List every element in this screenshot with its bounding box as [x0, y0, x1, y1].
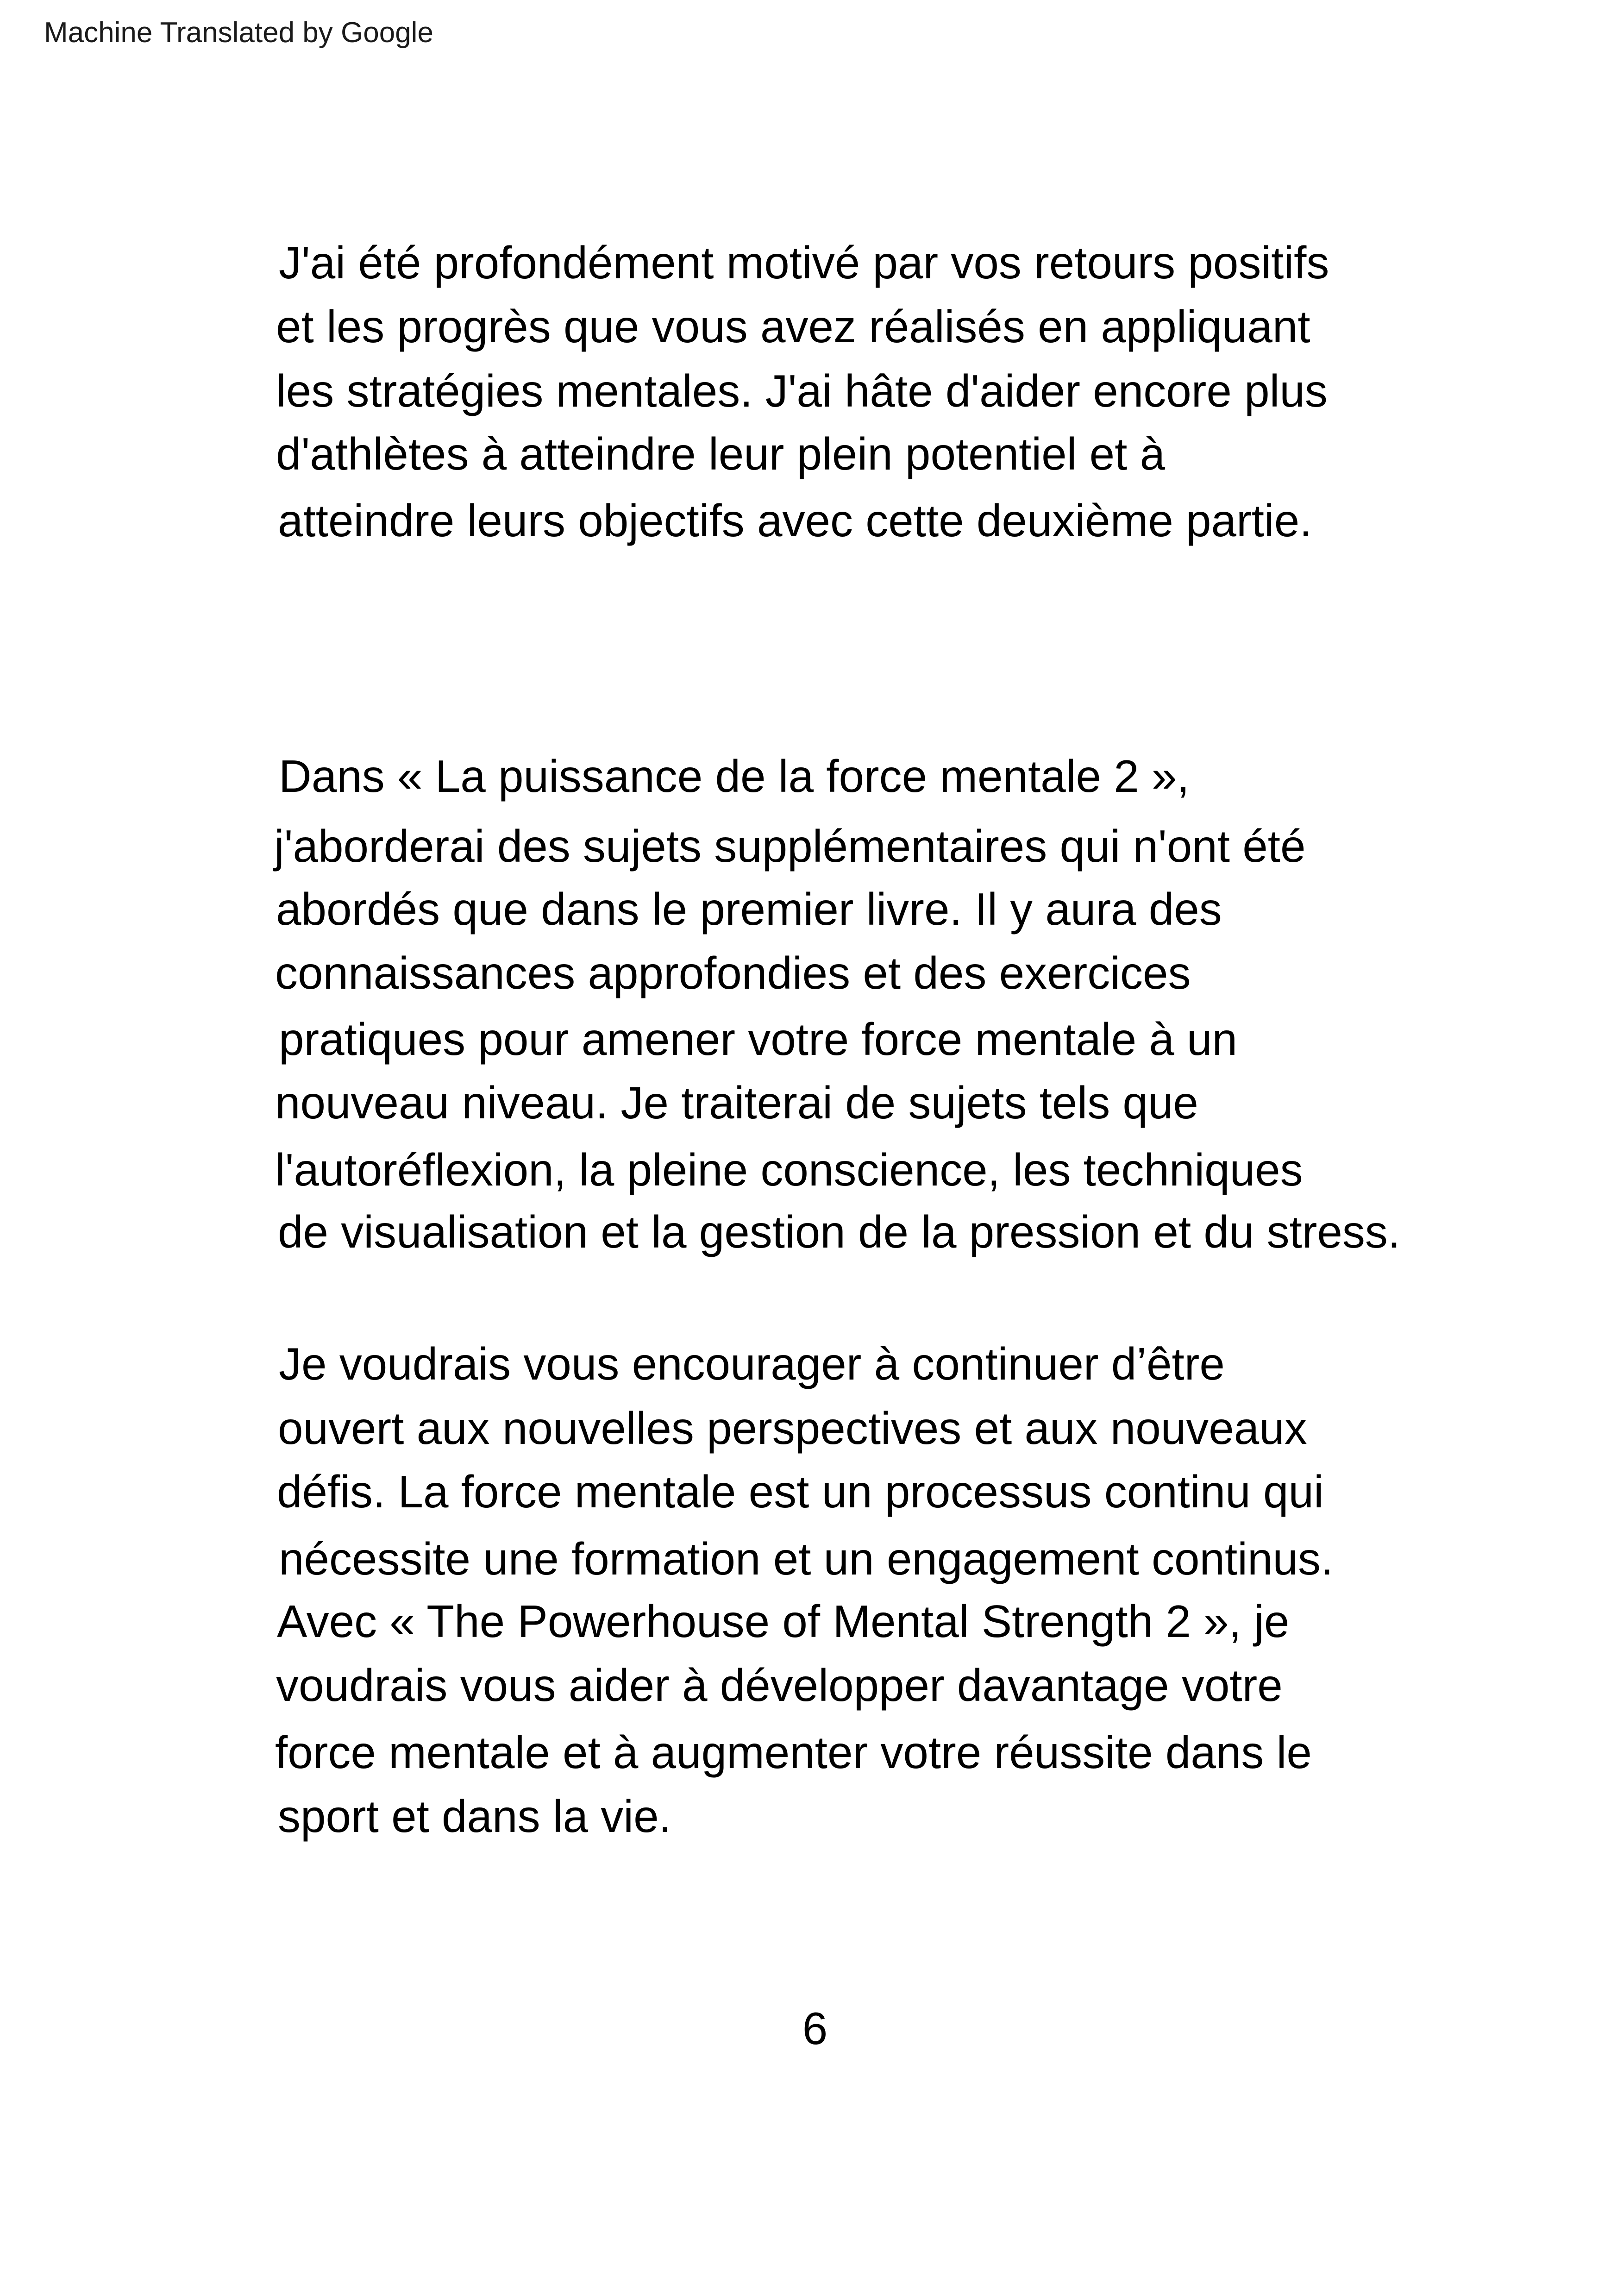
paragraph-line: Dans « La puissance de la force mentale 2 », — [279, 751, 1190, 802]
paragraph-line: nouveau niveau. Je traiterai de sujets tels que — [275, 1077, 1198, 1128]
paragraph-line: atteindre leurs objectifs avec cette deuxième partie. — [278, 495, 1312, 546]
paragraph-line: l'autoréflexion, la pleine conscience, les techniques — [275, 1144, 1303, 1195]
paragraph-line: voudrais vous aider à développer davantage votre — [276, 1660, 1283, 1711]
machine-translation-note: Machine Translated by Google — [44, 17, 433, 49]
page-number: 6 — [802, 2003, 828, 2054]
paragraph-line: force mentale et à augmenter votre réussite dans le — [275, 1727, 1312, 1778]
paragraph-line: et les progrès que vous avez réalisés en appliquant — [276, 301, 1310, 352]
paragraph-line: les stratégies mentales. J'ai hâte d'aider encore plus — [276, 365, 1328, 416]
paragraph-line: connaissances approfondies et des exercices — [275, 947, 1191, 998]
paragraph-line: d'athlètes à atteindre leur plein potentiel et à — [276, 428, 1166, 479]
paragraph-line: de visualisation et la gestion de la pression et du stress. — [278, 1206, 1401, 1257]
paragraph-line: ouvert aux nouvelles perspectives et aux nouveaux — [278, 1403, 1307, 1454]
paragraph-line: Je voudrais vous encourager à continuer d’être — [279, 1338, 1225, 1389]
paragraph-line: abordés que dans le premier livre. Il y aura des — [276, 884, 1222, 935]
paragraph-line: j'aborderai des sujets supplémentaires qui n'ont été — [274, 821, 1306, 872]
paragraph-line: pratiques pour amener votre force mentale à un — [279, 1014, 1238, 1065]
paragraph-line: nécessite une formation et un engagement continus. — [279, 1533, 1334, 1584]
paragraph-line: J'ai été profondément motivé par vos retours positifs — [279, 237, 1329, 288]
paragraph-line: Avec « The Powerhouse of Mental Strength 2 », je — [277, 1596, 1290, 1647]
paragraph-line: sport et dans la vie. — [278, 1791, 671, 1842]
paragraph-line: défis. La force mentale est un processus continu qui — [277, 1466, 1324, 1517]
